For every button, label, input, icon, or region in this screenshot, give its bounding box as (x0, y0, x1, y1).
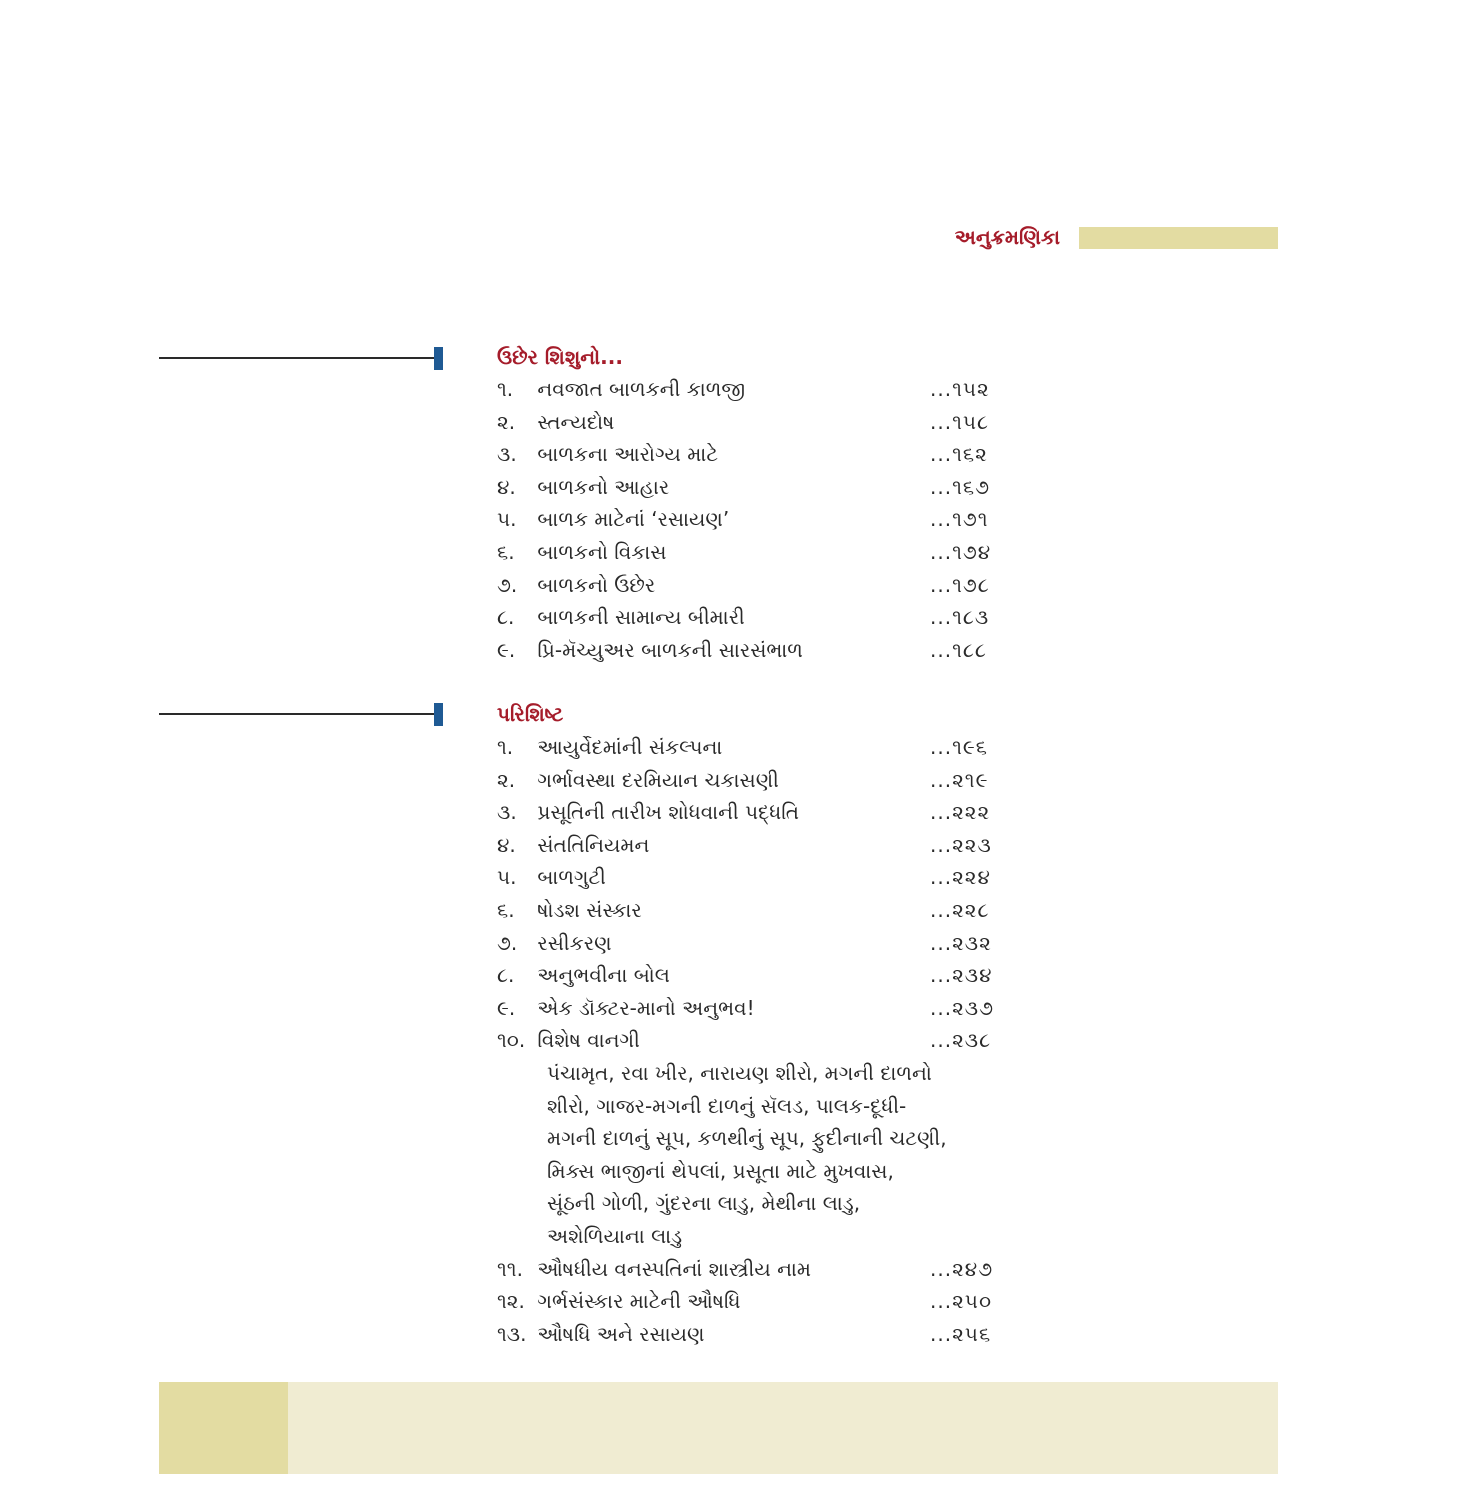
footer-band (288, 1382, 1278, 1474)
toc-entry-page: ...૨૫૦ (930, 1289, 992, 1314)
toc-entry-title: રસીકરણ (537, 930, 612, 955)
toc-entry (497, 731, 1017, 764)
toc-entry-title: વિશેષ વાનગી (537, 1028, 640, 1053)
toc-entry-title: પ્રસૂતિની તારીખ શોધવાની પદ્ધતિ (537, 800, 800, 825)
toc-entry-page: ...૨૩૨ (930, 930, 992, 955)
toc-entry-page: ...૨૩૪ (930, 963, 993, 988)
toc-entry-title: બાળકનો આહાર (537, 474, 670, 499)
section-rule (159, 357, 435, 359)
toc-entry (497, 569, 1017, 602)
toc-entry-number: ૨. (497, 767, 516, 792)
toc-entry-title: ઔષધીય વનસ્પતિનાં શાસ્ત્રીય નામ (537, 1256, 812, 1281)
toc-entry-number: ૬. (497, 897, 515, 922)
toc-entry-number: ૬. (497, 539, 515, 564)
toc-entry-page: ...૧૭૧ (930, 507, 989, 532)
toc-entry-title: ગર્ભાવસ્થા દરમિયાન ચકાસણી (537, 767, 779, 792)
toc-entry (497, 861, 1017, 894)
toc-entry (497, 959, 1017, 992)
toc-entry (497, 1024, 1017, 1057)
toc-entry (497, 438, 1017, 471)
toc-list (497, 731, 1017, 1350)
toc-entry-page: ...૧૭૪ (930, 539, 992, 564)
toc-entry (497, 1285, 1017, 1318)
toc-entry-number: ૧૩. (497, 1321, 527, 1346)
toc-entry-title: સંતતિનિયમન (537, 832, 650, 857)
toc-entry-title: બાળક માટેનાં ‘રસાયણ’ (537, 507, 730, 532)
toc-entry-number: ૩. (497, 800, 517, 825)
toc-entry (497, 373, 1017, 406)
toc-entry-page: ...૧૬૨ (930, 442, 988, 467)
section-marker (434, 703, 443, 726)
toc-entry (497, 927, 1017, 960)
toc-sub-description: પંચામૃત, રવા ખીર, નારાયણ શીરો, મગની દાળનો શીરો, ગાજર-મગની દાળનું સૅલડ, પાલક-દૂધી-મગની દાળનું સૂપ, કળથીનું સૂપ, ફુદીનાની ચટણી, મિક્સ ભાજીનાં થેપલાં, પ્રસૂતા માટે મુખવાસ, સૂંઠની ગોળી, ગુંદરના લાડુ, મેથીના લાડુ, અશેળિયાના લાડુ (547, 1060, 947, 1248)
toc-entry-page: ...૨૧૯ (930, 767, 989, 792)
toc-entry-page: ...૧૮૩ (930, 605, 990, 630)
toc-entry-title: પ્રિ-મૅચ્યુઅર બાળકની સારસંભાળ (537, 637, 803, 662)
page-title: અનુક્રમણિકા (954, 225, 1060, 249)
toc-entry-title: બાળકના આરોગ્ય માટે (537, 442, 718, 467)
toc-entry-title: ષોડશ સંસ્કાર (537, 897, 642, 922)
toc-entry-page: ...૨૩૭ (930, 995, 995, 1020)
toc-entry-page: ...૧૯૬ (930, 735, 988, 759)
toc-entry-page: ...૨૫૬ (930, 1321, 992, 1346)
toc-entry-title: બાળકનો ઉછેર (537, 572, 656, 597)
toc-entry-number: ૩. (497, 442, 517, 467)
toc-entry-title: ઔષધિ અને રસાયણ (537, 1321, 705, 1346)
toc-entry-title: બાળકનો વિકાસ (537, 539, 667, 564)
toc-entry-number: ૫. (497, 507, 517, 532)
toc-entry (497, 1318, 1017, 1351)
section-rule (159, 713, 435, 715)
toc-entry (497, 764, 1017, 797)
toc-entry-number: ૧૦. (497, 1028, 526, 1053)
toc-entry-title: આયુર્વેદમાંની સંકલ્પના (537, 735, 723, 759)
toc-entry-page: ...૨૨૮ (930, 897, 990, 922)
toc-entry-page: ...૨૨૪ (930, 865, 991, 890)
toc-entry-number: ૭. (497, 930, 518, 955)
toc-entry-number: ૧. (497, 377, 514, 401)
toc-entry-page: ...૧૭૮ (930, 572, 990, 597)
toc-entry-page: ...૧૫૨ (930, 377, 990, 401)
section-heading: પરિશિષ્ટ (497, 702, 564, 726)
toc-entry (497, 894, 1017, 927)
toc-entry-number: ૯. (497, 637, 516, 662)
section-heading: ઉછેર શિશુનો... (497, 345, 623, 369)
toc-entry-number: ૨. (497, 409, 516, 434)
section-marker (434, 347, 443, 370)
toc-entry-title: ગર્ભસંસ્કાર માટેની ઔષધિ (537, 1289, 741, 1314)
toc-entry-number: ૧૧. (497, 1256, 523, 1281)
toc-entry-number: ૫. (497, 865, 517, 890)
toc-entry (497, 796, 1017, 829)
toc-entry (497, 406, 1017, 439)
toc-entry (497, 634, 1017, 667)
toc-entry-title: નવજાત બાળકની કાળજી (537, 377, 746, 401)
header-accent-bar (1079, 227, 1278, 249)
toc-entry (497, 471, 1017, 504)
toc-entry-number: ૧૨. (497, 1289, 525, 1314)
toc-entry-number: ૪. (497, 474, 516, 499)
toc-entry-page: ...૧૫૮ (930, 409, 990, 434)
toc-entry-page: ...૨૨૩ (930, 832, 992, 857)
toc-entry-page: ...૨૩૮ (930, 1028, 992, 1053)
toc-entry-number: ૯. (497, 995, 516, 1020)
toc-entry-title: બાળગુટી (537, 865, 606, 890)
toc-entry (497, 503, 1017, 536)
toc-entry (497, 992, 1017, 1025)
toc-entry (497, 1253, 1017, 1286)
toc-entry-page: ...૨૪૭ (930, 1256, 994, 1281)
toc-entry-title: બાળકની સામાન્ય બીમારી (537, 605, 745, 630)
footer-accent-block (159, 1382, 288, 1474)
toc-entry-number: ૮. (497, 605, 515, 630)
toc-entry-number: ૧. (497, 735, 514, 759)
toc-entry-page: ...૧૬૭ (930, 474, 990, 499)
toc-entry-title: એક ડૉક્ટર-માનો અનુભવ! (537, 995, 755, 1020)
toc-entry-number: ૭. (497, 572, 518, 597)
toc-entry-number: ૮. (497, 963, 515, 988)
toc-entry-page: ...૧૮૮ (930, 637, 987, 662)
toc-entry-title: અનુભવીના બોલ (537, 963, 670, 988)
toc-list (497, 373, 1017, 666)
toc-entry-page: ...૨૨૨ (930, 800, 991, 825)
toc-entry (497, 829, 1017, 862)
toc-entry-number: ૪. (497, 832, 516, 857)
toc-entry (497, 536, 1017, 569)
toc-entry-title: સ્તન્યદોષ (537, 409, 615, 434)
toc-entry (497, 601, 1017, 634)
